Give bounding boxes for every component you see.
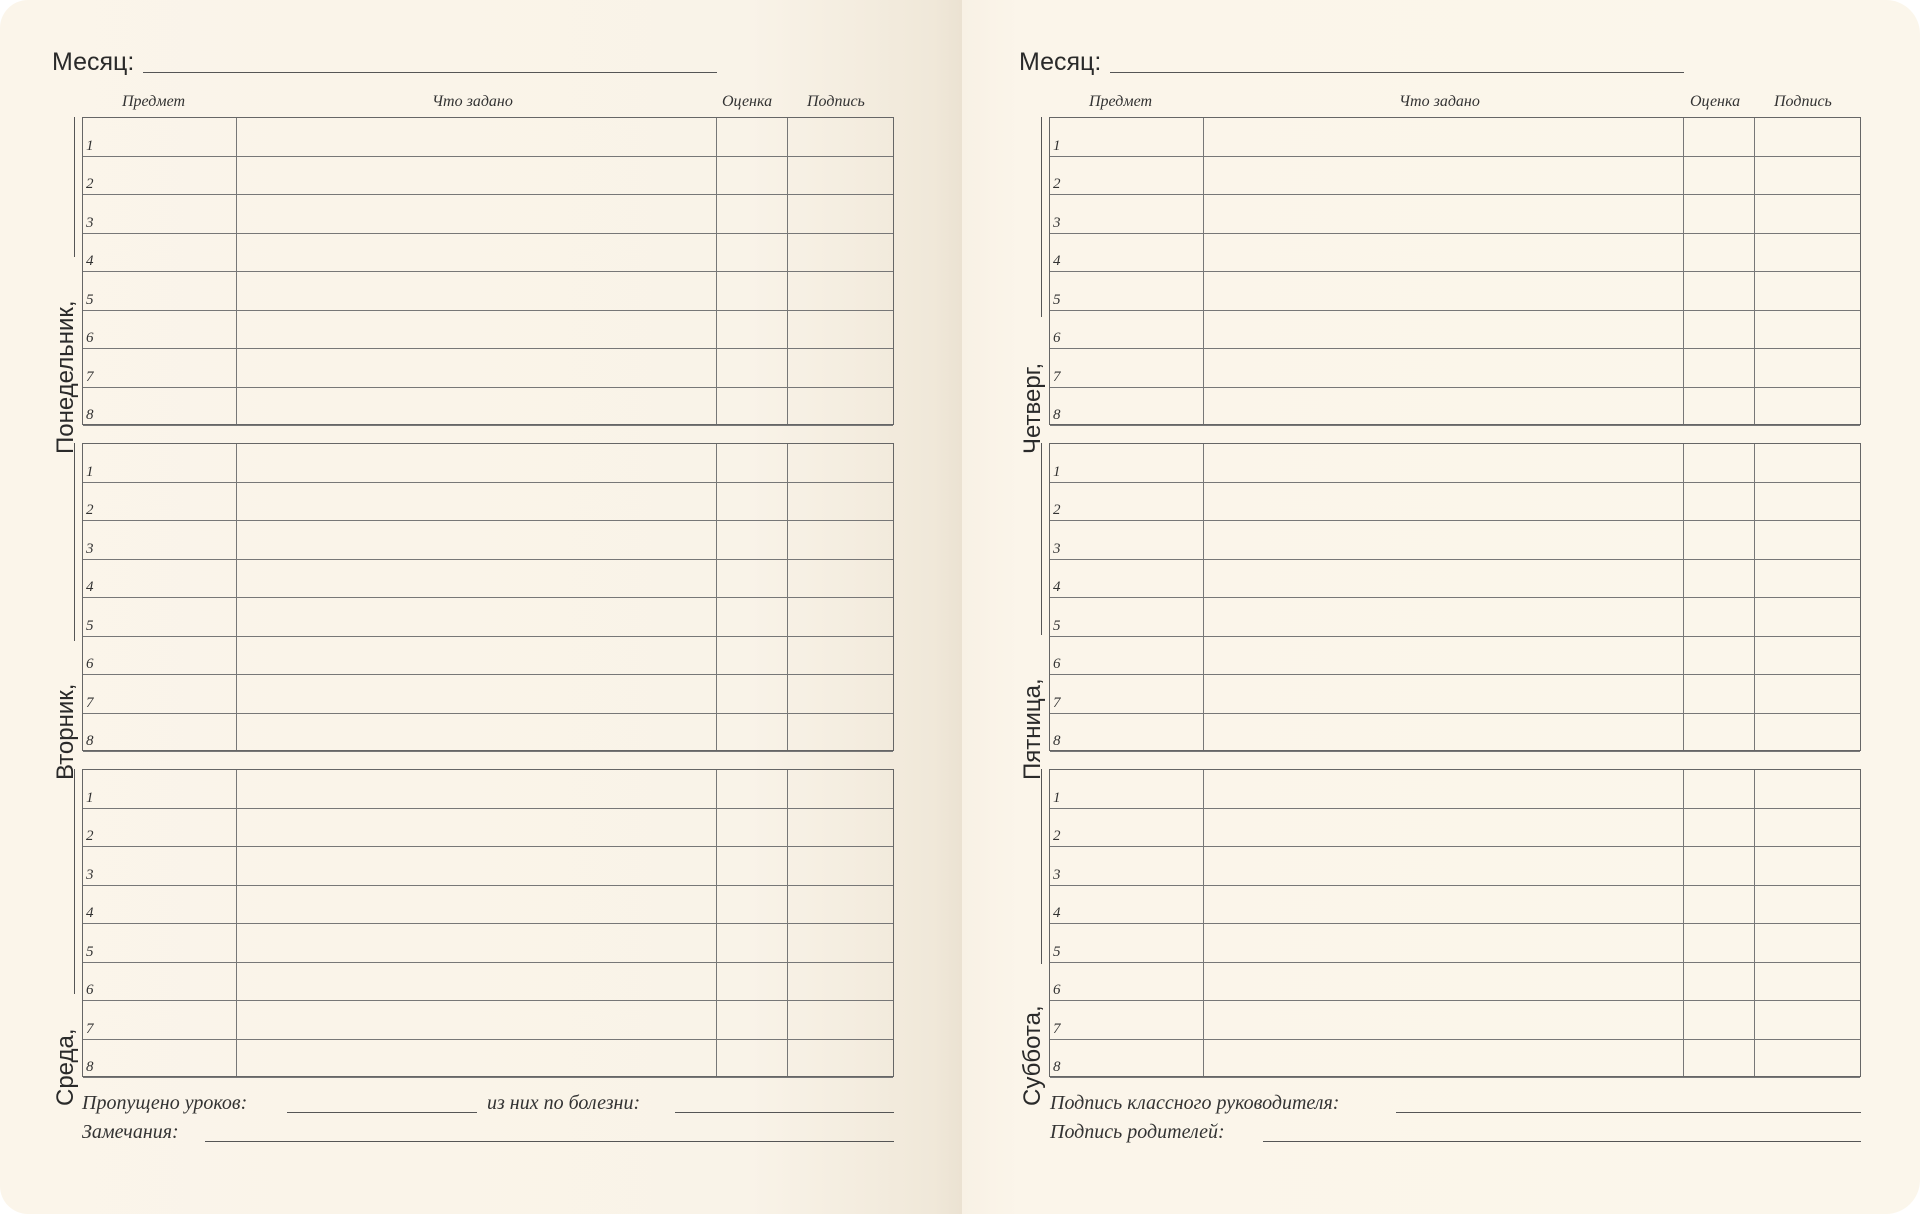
lesson-row[interactable] — [1050, 809, 1860, 848]
lesson-number: 8 — [1053, 1059, 1061, 1075]
lesson-number: 6 — [86, 982, 94, 998]
lesson-row[interactable] — [83, 675, 893, 714]
day-label-tuesday — [52, 443, 82, 780]
lesson-number: 4 — [1053, 579, 1061, 595]
date-input-line[interactable] — [1041, 443, 1042, 635]
lesson-row[interactable] — [83, 444, 893, 483]
lesson-row[interactable] — [83, 388, 893, 427]
lesson-number: 7 — [86, 694, 94, 711]
lesson-number: 7 — [1053, 368, 1061, 385]
homework-grid — [82, 443, 894, 751]
day-name: Вторник, — [52, 683, 79, 780]
lesson-row[interactable] — [1050, 598, 1860, 637]
lesson-row[interactable] — [83, 847, 893, 886]
homework-grid — [1049, 117, 1861, 425]
lesson-row[interactable] — [83, 714, 893, 753]
grade-column-divider — [1754, 118, 1755, 424]
lesson-number: 1 — [1053, 463, 1061, 480]
lesson-row[interactable] — [83, 157, 893, 196]
homework-column-divider — [1683, 770, 1684, 1076]
lesson-row[interactable] — [83, 118, 893, 157]
homework-grid — [1049, 769, 1861, 1077]
day-name: Четверг, — [1019, 362, 1046, 454]
subject-column-divider — [1203, 770, 1204, 1076]
lesson-number: 5 — [1053, 943, 1061, 960]
lesson-number: 3 — [86, 866, 94, 883]
date-input-line[interactable] — [1041, 769, 1042, 964]
lesson-number: 4 — [86, 905, 94, 921]
lesson-row[interactable] — [83, 637, 893, 676]
day-block-thursday — [1019, 117, 1862, 454]
lesson-row[interactable] — [1050, 675, 1860, 714]
lesson-number: 7 — [1053, 694, 1061, 711]
lesson-row[interactable] — [1050, 388, 1860, 427]
teacher-signature-line[interactable] — [1396, 1112, 1861, 1113]
lesson-number: 5 — [86, 291, 94, 308]
lesson-number: 1 — [86, 463, 94, 480]
lesson-row[interactable] — [83, 886, 893, 925]
column-header-signature: Подпись — [1774, 93, 1832, 110]
lesson-number: 7 — [1053, 1020, 1061, 1037]
lesson-row[interactable] — [1050, 157, 1860, 196]
lesson-number: 3 — [86, 540, 94, 557]
lesson-row[interactable] — [83, 1040, 893, 1079]
date-input-line[interactable] — [74, 117, 75, 257]
lesson-number: 6 — [1053, 656, 1061, 672]
lesson-row[interactable] — [83, 1001, 893, 1040]
homework-column-divider — [716, 118, 717, 424]
lesson-number: 4 — [86, 579, 94, 595]
day-name: Среда, — [52, 1028, 79, 1106]
lesson-row[interactable] — [83, 521, 893, 560]
lesson-number: 3 — [1053, 866, 1061, 883]
month-label: Месяц: — [1019, 48, 1102, 76]
lesson-number: 7 — [86, 1020, 94, 1037]
day-label-wednesday — [52, 769, 82, 1106]
subject-column-divider — [236, 770, 237, 1076]
day-name: Пятница, — [1019, 678, 1046, 780]
homework-column-divider — [1683, 444, 1684, 750]
homework-grid — [82, 117, 894, 425]
lesson-number: 2 — [1053, 828, 1061, 844]
lesson-number: 1 — [1053, 137, 1061, 154]
grade-column-divider — [787, 444, 788, 750]
parents-signature-line[interactable] — [1263, 1141, 1861, 1142]
lesson-number: 5 — [86, 943, 94, 960]
lesson-number: 2 — [86, 828, 94, 844]
column-header-grade: Оценка — [1690, 93, 1741, 110]
lesson-row[interactable] — [83, 234, 893, 273]
day-label-thursday — [1019, 117, 1049, 454]
teacher-signature-label: Подпись классного руководителя: — [1050, 1092, 1340, 1114]
lesson-number: 2 — [1053, 176, 1061, 192]
notes-line[interactable] — [205, 1141, 894, 1142]
lesson-row[interactable] — [1050, 886, 1860, 925]
lesson-row[interactable] — [1050, 272, 1860, 311]
lesson-number: 1 — [86, 789, 94, 806]
lesson-number: 2 — [86, 502, 94, 518]
subject-column-divider — [236, 444, 237, 750]
lesson-row[interactable] — [83, 598, 893, 637]
missed-lessons-line[interactable] — [287, 1112, 477, 1113]
lesson-row[interactable] — [83, 924, 893, 963]
grade-column-divider — [787, 118, 788, 424]
day-label-friday — [1019, 443, 1049, 780]
month-input-line[interactable] — [1110, 72, 1684, 73]
parents-signature-label: Подпись родителей: — [1050, 1121, 1225, 1143]
lesson-row[interactable] — [1050, 963, 1860, 1002]
lesson-number: 4 — [1053, 253, 1061, 269]
grade-column-divider — [1754, 770, 1755, 1076]
lesson-number: 2 — [86, 176, 94, 192]
subject-column-divider — [1203, 118, 1204, 424]
column-header-homework: Что задано — [432, 93, 513, 110]
lesson-row[interactable] — [1050, 195, 1860, 234]
column-header-grade: Оценка — [722, 93, 773, 110]
day-block-tuesday — [52, 443, 895, 780]
lesson-row[interactable] — [1050, 521, 1860, 560]
day-label-saturday — [1019, 769, 1049, 1106]
lesson-number: 1 — [86, 137, 94, 154]
grade-column-divider — [1754, 444, 1755, 750]
lesson-row[interactable] — [83, 809, 893, 848]
lesson-number: 3 — [1053, 214, 1061, 231]
column-header-signature: Подпись — [807, 93, 865, 110]
day-block-monday — [52, 117, 895, 454]
lesson-row[interactable] — [83, 560, 893, 599]
lesson-row[interactable] — [1050, 349, 1860, 388]
date-input-line[interactable] — [74, 769, 75, 994]
lesson-number: 5 — [86, 617, 94, 634]
column-header-subject: Предмет — [122, 93, 186, 110]
month-label: Месяц: — [52, 48, 135, 76]
homework-grid — [1049, 443, 1861, 751]
column-header-homework: Что задано — [1399, 93, 1480, 110]
lesson-row[interactable] — [1050, 924, 1860, 963]
illness-line[interactable] — [675, 1112, 894, 1113]
homework-grid — [82, 769, 894, 1077]
lesson-number: 5 — [1053, 291, 1061, 308]
lesson-number: 8 — [86, 733, 94, 749]
grade-column-divider — [787, 770, 788, 1076]
lesson-row[interactable] — [1050, 311, 1860, 350]
illness-label: из них по болезни: — [487, 1092, 641, 1114]
lesson-row[interactable] — [1050, 770, 1860, 809]
lesson-number: 6 — [86, 330, 94, 346]
day-label-monday — [52, 117, 82, 454]
day-name: Понедельник, — [52, 300, 79, 454]
lesson-row[interactable] — [1050, 637, 1860, 676]
lesson-row[interactable] — [1050, 1040, 1860, 1079]
lesson-number: 4 — [86, 253, 94, 269]
homework-column-divider — [716, 444, 717, 750]
lesson-row[interactable] — [83, 311, 893, 350]
lesson-number: 4 — [1053, 905, 1061, 921]
date-input-line[interactable] — [1041, 117, 1042, 317]
lesson-row[interactable] — [1050, 714, 1860, 753]
notes-label: Замечания: — [82, 1121, 179, 1143]
lesson-number: 8 — [1053, 407, 1061, 423]
lesson-row[interactable] — [1050, 847, 1860, 886]
lesson-row[interactable] — [83, 272, 893, 311]
right-page — [962, 0, 1920, 1214]
lesson-number: 8 — [1053, 733, 1061, 749]
lesson-row[interactable] — [1050, 444, 1860, 483]
lesson-number: 3 — [86, 214, 94, 231]
lesson-row[interactable] — [1050, 560, 1860, 599]
lesson-number: 5 — [1053, 617, 1061, 634]
lesson-row[interactable] — [1050, 234, 1860, 273]
lesson-number: 6 — [1053, 982, 1061, 998]
day-block-friday — [1019, 443, 1862, 780]
lesson-row[interactable] — [1050, 1001, 1860, 1040]
lesson-number: 8 — [86, 1059, 94, 1075]
lesson-number: 1 — [1053, 789, 1061, 806]
lesson-number: 3 — [1053, 540, 1061, 557]
lesson-row[interactable] — [83, 483, 893, 522]
subject-column-divider — [236, 118, 237, 424]
lesson-number: 8 — [86, 407, 94, 423]
lesson-row[interactable] — [83, 349, 893, 388]
lesson-row[interactable] — [1050, 483, 1860, 522]
date-input-line[interactable] — [74, 443, 75, 641]
missed-lessons-label: Пропущено уроков: — [82, 1092, 248, 1114]
homework-column-divider — [716, 770, 717, 1076]
day-name: Суббота, — [1019, 1005, 1046, 1106]
month-input-line[interactable] — [143, 72, 717, 73]
lesson-number: 6 — [1053, 330, 1061, 346]
subject-column-divider — [1203, 444, 1204, 750]
lesson-number: 6 — [86, 656, 94, 672]
lesson-row[interactable] — [83, 770, 893, 809]
lesson-row[interactable] — [83, 963, 893, 1002]
homework-column-divider — [1683, 118, 1684, 424]
lesson-number: 7 — [86, 368, 94, 385]
lesson-row[interactable] — [1050, 118, 1860, 157]
lesson-number: 2 — [1053, 502, 1061, 518]
lesson-row[interactable] — [83, 195, 893, 234]
column-header-subject: Предмет — [1089, 93, 1153, 110]
